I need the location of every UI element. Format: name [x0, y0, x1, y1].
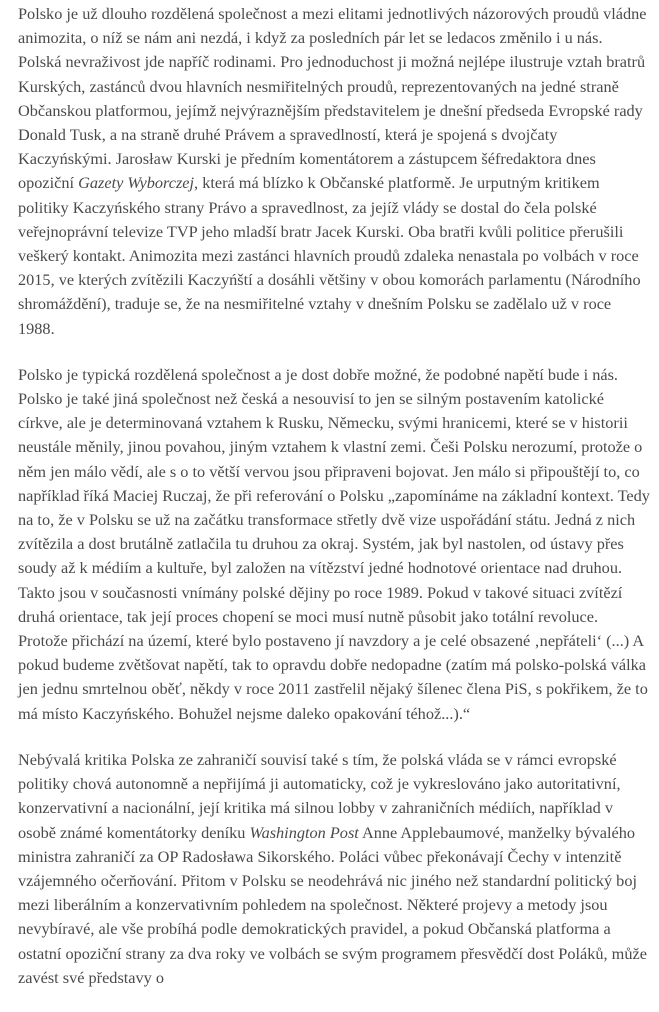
paragraph-1-text-b: , která má blízko k Občanské platformě. Je urputným kritikem politiky Kaczyńského strany Právo a spravedlnost, za jejíž vlády se dostal do čela polské veřejnoprávní televize TVP jeho mladší bratr Jacek Kurski. Oba bratři kvůli politice přerušili veškerý kontakt. Animozita mezi zastánci hlavních proudů zdaleka nenastala po volbách v roce 2015, ve kterých zvítězili Kaczyńští a dosáhli většiny v obou komorách parlamentu (Národního shromáždění), traduje se, že na nesmiřitelné vztahy v dnešním Polsku se zadělalo už v roce 1988. [18, 173, 641, 338]
newspaper-title-gazeta-wyborcza: Gazety Wyborczej [78, 173, 195, 193]
article-paragraph-2 [18, 363, 650, 726]
paragraph-1-text-a: Polsko je už dlouho rozdělená společnost a mezi elitami jednotlivých názorových proudů vládne animozita, o níž se nám ani nezdá, i když za posledních pár let se ledacos změnilo i u nás. Polská nevraživost jde napříč rodinami. Pro jednoduchost ji možná nejlépe ilustruje vztah bratrů Kurských, zastánců dvou hlavních nesmiřitelných proudů, reprezentovaných na jedné straně Občanskou platformou, jejímž nejvýraznějším představitelem je dnešní předseda Evropské rady Donald Tusk, a na straně druhé Právem a spravedlností, která je spojená s dvojčaty Kaczyńskými. Jarosław Kurski je předním komentátorem a zástupcem šéfredaktora dnes opoziční [18, 4, 647, 193]
paragraph-3-text-b: Anne Applebaumové, manželky bývalého ministra zahraničí za OP Radosława Sikorského. Poláci vůbec překonávají Čechy v intenzitě vzájemného očerňování. Přitom v Polsku se neodehrává nic jiného než standardní politický boj mezi liberálním a konzervativním pohledem na společnost. Některé projevy a metody jsou nevybíravé, ale vše probíhá podle demokratických pravidel, a pokud Občanská platforma a ostatní opoziční strany za dva roky ve volbách se svým programem přesvědčí dost Poláků, může zavést své představy o [18, 822, 647, 987]
article-paragraph-3 [18, 748, 650, 990]
paragraph-2-text: Polsko je typická rozdělená společnost a je dost dobře možné, že podobné napětí bude i nás. Polsko je také jiná společnost než česká a nesouvisí to jen se silným postavením katolické církve, ale je determinovaná vztahem k Rusku, Německu, svými hranicemi, které se v historii neustále měnily, jinou povahou, jiným vztahem k vlastní zemi. Češi Polsku nerozumí, protože o něm jen málo vědí, ale s o to větší vervou jsou připraveni bojovat. Jen málo si připouštějí to, co například říká Maciej Ruczaj, že při referování o Polsku „zapomínáme na základní kontext. Tedy na to, že v Polsku se už na začátku transformace střetly dvě vize uspořádání státu. Jedná z nich zvítězila a dost brutálně zatlačila tu druhou za okraj. Systém, jak byl nastolen, od ústavy přes soudy až k médiím a kultuře, byl založen na vítězství jedné hodnotové orientace nad druhou. Takto jsou v současnosti vnímány polské dějiny po roce 1989. Pokud v takové situaci zvítězí druhá orientace, tak její proces chopení se moci musí nutně působit jako totální revoluce. Protože přichází na území, které bylo postaveno jí navzdory a je celé obsazené ‚nepřáteli‘ (...) A pokud budeme zvětšovat napětí, tak to opravdu dobře nedopadne (zatím má polsko-polská válka jen jednu smrtelnou oběť, někdy v roce 2011 zastřelil nějaký šílenec člena PiS, s pokřikem, že to má místo Kaczyńského. Bohužel nejsme daleko opakování téhož...).“ [18, 364, 650, 723]
newspaper-title-washington-post: Washington Post [249, 822, 359, 842]
article-body [18, 2, 650, 1012]
paragraph-3-text-a: Nebývalá kritika Polska ze zahraničí souvisí také s tím, že polská vláda se v rámci evropské politiky chová autonomně a nepřijímá ji automaticky, což je vykreslováno jako autoritativní, konzervativní a nacionální, její kritika má silnou lobby v zahraničních médiích, například v osobě známé komentátorky deníku [18, 749, 621, 842]
article-paragraph-1 [18, 2, 650, 341]
